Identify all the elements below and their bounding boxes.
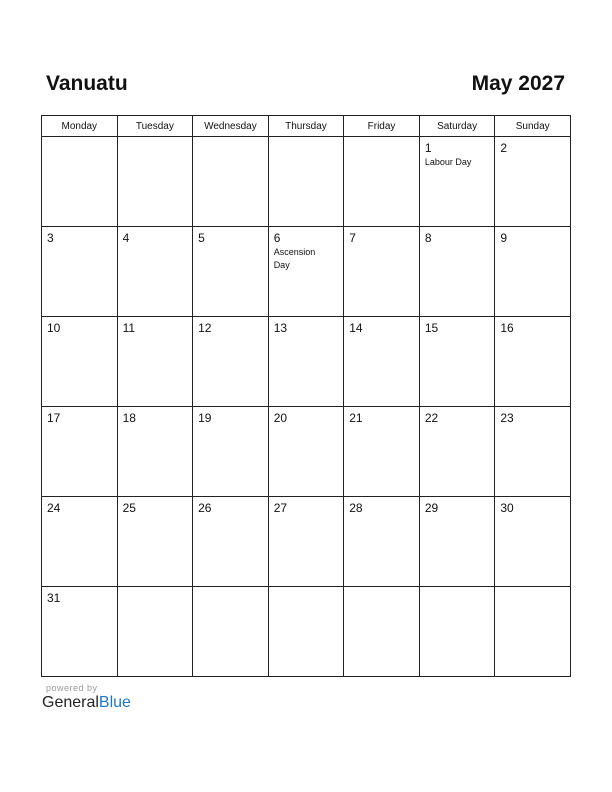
day-number: 26 [198,501,212,515]
holiday-label: Labour Day [424,157,472,167]
day-number: 30 [500,501,514,515]
day-cell [495,407,571,497]
day-cell [495,587,571,677]
day-number: 25 [122,501,136,515]
weekday-header-row [42,116,571,137]
weekday-thursday: Thursday [268,116,344,137]
week-row [42,407,571,497]
day-cell [42,587,118,677]
week-row [42,587,571,677]
day-number: 20 [273,411,288,425]
day-cell [117,137,193,227]
day-number: 15 [424,321,439,335]
day-cell [419,407,495,497]
day-cell [495,227,571,317]
day-number: 31 [47,591,61,605]
day-number: 19 [198,411,212,425]
weekday-monday: Monday [42,116,118,137]
day-cell [344,407,420,497]
brand-general-text: General [42,694,99,711]
day-number: 9 [500,231,508,245]
day-cell [42,227,118,317]
day-cell [419,497,495,587]
day-number: 7 [349,231,356,245]
day-cell [117,497,193,587]
weekday-wednesday: Wednesday [193,116,269,137]
week-row [42,317,571,407]
day-number: 1 [424,141,432,155]
day-number: 5 [198,231,205,245]
day-number: 21 [349,411,363,425]
day-number: 17 [47,411,61,425]
week-row [42,137,571,227]
day-number: 2 [500,141,508,155]
day-cell [344,587,420,677]
day-cell [419,137,495,227]
holiday-label: Ascension Day [273,247,316,270]
day-cell [495,317,571,407]
country-title: Vanuatu [46,72,128,95]
day-cell [268,497,344,587]
day-cell [419,317,495,407]
day-cell [344,317,420,407]
weekday-saturday: Saturday [419,116,495,137]
day-cell [268,137,344,227]
month-year-title: May 2027 [471,72,565,95]
day-cell [42,407,118,497]
day-cell [344,137,420,227]
day-cell [117,317,193,407]
weekday-tuesday: Tuesday [117,116,193,137]
weekday-sunday: Sunday [495,116,571,137]
day-number: 14 [349,321,363,335]
day-cell [344,227,420,317]
day-number: 23 [500,411,514,425]
day-number: 27 [273,501,288,515]
day-number: 28 [349,501,363,515]
day-cell [193,497,269,587]
day-number: 3 [47,231,54,245]
week-row [42,227,571,317]
day-number: 12 [198,321,212,335]
powered-by-label: powered by [46,683,98,693]
generalblue-logo[interactable] [42,694,131,712]
day-cell [193,407,269,497]
day-cell [193,317,269,407]
day-cell [268,407,344,497]
day-cell [193,587,269,677]
day-cell [117,407,193,497]
day-cell [495,137,571,227]
day-number: 6 [273,231,281,245]
day-cell [268,317,344,407]
day-cell [193,137,269,227]
day-number: 4 [122,231,130,245]
day-cell [117,227,193,317]
brand-blue-text: Blue [98,694,131,711]
day-cell [495,497,571,587]
day-cell [419,587,495,677]
day-cell [268,587,344,677]
day-cell [42,317,118,407]
day-number: 24 [47,501,61,515]
calendar-grid [41,115,571,677]
day-cell [42,497,118,587]
day-cell [419,227,495,317]
day-number: 8 [424,231,432,245]
day-number: 11 [122,321,136,335]
week-row [42,497,571,587]
day-number: 13 [273,321,288,335]
day-number: 10 [47,321,61,335]
day-number: 16 [500,321,514,335]
weekday-friday: Friday [344,116,420,137]
day-cell [193,227,269,317]
day-cell [117,587,193,677]
day-cell [344,497,420,587]
day-number: 29 [424,501,439,515]
day-cell [268,227,344,317]
day-number: 18 [122,411,136,425]
day-cell [42,137,118,227]
day-number: 22 [424,411,439,425]
